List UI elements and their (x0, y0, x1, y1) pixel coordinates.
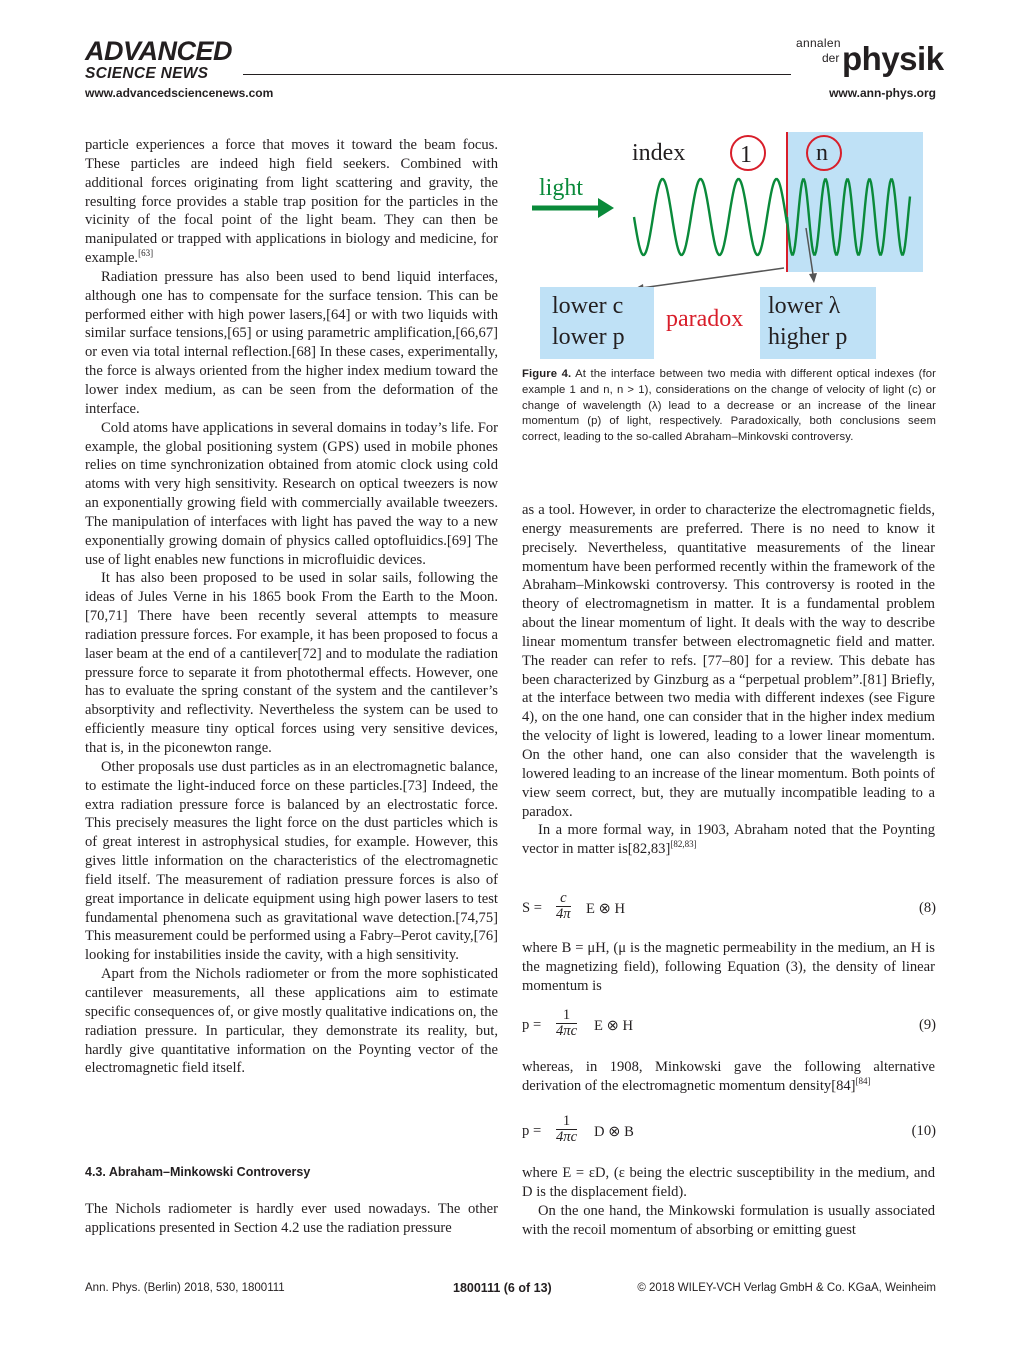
equation-rhs: E ⊗ H (594, 1018, 633, 1034)
publisher-logo (85, 38, 232, 82)
section-heading: 4.3. Abraham–Minkowski Controversy (85, 1165, 311, 1179)
medium-n-label: n (816, 140, 828, 166)
equation-number: (10) (911, 1123, 936, 1139)
journal-line1: annalen (796, 36, 841, 50)
header-rule (243, 74, 791, 75)
logo-line2: SCIENCE NEWS (85, 65, 209, 82)
light-label: light (539, 175, 584, 201)
right-box-line1: lower λ (768, 293, 841, 319)
journal-url[interactable]: www.ann-phys.org (829, 86, 936, 100)
left-column (85, 136, 498, 1078)
equation-lhs: S = (522, 900, 542, 916)
paragraph: particle experiences a force that moves it toward the beam focus. These particles are indeed high field seekers. Combined with additional forces originating from light scattering and gravity, the resulting force provides a stable trap position for the particles in the vicinity of the focal point of the light beam. They can then be manipulated or trapped with applications in biology and medicine, for example.[63] (85, 137, 498, 267)
footer-citation: Ann. Phys. (Berlin) 2018, 530, 1800111 (85, 1282, 285, 1294)
caption-text: At the interface between two media with different optical indexes (for example 1 and n, n > 1), considerations on the change of velocity of light (c) or change of wavelength (λ) lead to a decrease or an increase of the linear momentum (p) of light, respectively. Paradoxically, both conclusions seem correct, leading to the so-called Abraham–Minkovski controversy. (522, 368, 936, 444)
paragraph: Radiation pressure has also been used to bend liquid interfaces, although one has to compensate for the surface tension. This can be performed either with high power lasers,[64] or with two liquids with similar surface tensions,[65] or using parametric amplification,[66,67] or even via total internal reflection.[68] In these cases, experimentally, the force is always oriented from the higher index medium toward the lower index medium, as can be seen from the deformation of the interface. (85, 268, 498, 417)
paradox-label: paradox (666, 306, 744, 332)
equation-number: (9) (918, 1017, 936, 1033)
journal-line2: der (822, 51, 840, 65)
footer-copyright: © 2018 WILEY-VCH Verlag GmbH & Co. KGaA, Weinheim (637, 1282, 936, 1294)
caption-label: Figure 4. (522, 368, 572, 380)
journal-name: physik (842, 40, 944, 77)
medium-1-label: 1 (740, 142, 752, 168)
paragraph: It has also been proposed to be used in solar sails, following the ideas of Jules Verne in his 1865 book From the Earth to the Moon.[70,71] There have been recently several attempts to measure radiation pressure forces. For example, it has been proposed to focus a laser beam at the end of a cantilever[72] and to modulate the radiation pressure force to separate it from photothermal effects. However, one has to evaluate the spring constant of the system and the cantilever’s absorptivity and reflectivity. Nevertheless the system can be used to efficiently measure tiny optical forces using very sensitive devices, that is, in the piconewton range. (85, 570, 498, 756)
arrow-to-left-box (634, 268, 784, 289)
figure-caption (522, 367, 936, 446)
equation-9 (522, 1008, 936, 1044)
paragraph: as a tool. However, in order to characterize the electromagnetic fields, energy measurements are preferred. There is no need to know it precisely. Nevertheless, quantitative measurements of the linear momentum have been performed recently within the framework of the Abraham–Minkowski controversy. This controversy is rooted in the theory of electromagnetism in matter. It is a fundamental problem about the linear momentum of light. It deals with the way to describe linear momentum transfer between electromagnetic field and matter. The reader can refer to refs. [77–80] for a review. This debate has been characterized by Ginzburg as a “perpetual problem”.[81] Briefly, at the interface between two media with different indexes (see Figure 4), on the one hand, one can consider that in the higher index medium the velocity of light is lowered, leading to a lower linear momentum. On the other hand, one can also consider that the wavelength is lowered leading to an increase of the linear momentum. Both points of view seem correct, but, they are mutually incompatible leading to a paradox. (522, 502, 935, 820)
paragraph: where E = εD, (ε being the electric susceptibility in the medium, and D is the displacement field). On the one hand, the Minkowski formulation is usually associated with the recoil momentum of absorbing or emitting guest (522, 1165, 935, 1238)
left-box-line1: lower c (552, 293, 624, 319)
section-paragraph: The Nichols radiometer is hardly ever used nowadays. The other applications presented in Section 4.2 use the radiation pressure (85, 1201, 498, 1236)
equation-fraction: $\frac{1}{4\pi c}$ (556, 1113, 578, 1145)
footer-page: 1800111 (6 of 13) (453, 1281, 552, 1295)
right-column (522, 501, 935, 859)
paragraph: Apart from the Nichols radiometer or from the more sophisticated cantilever measurements, all these applications aim to estimate specific consequences of, or give mostly qualitative indications on, the radiation pressure. In particular, they demonstrate its reality, but, hardly give quantitative information on the Poynting vector of the electromagnetic field itself. (85, 966, 498, 1077)
equation-number: (8) (918, 900, 936, 916)
publisher-url[interactable]: www.advancedsciencenews.com (85, 86, 274, 100)
arrow-head-right (809, 273, 817, 283)
figure-4-diagram (522, 132, 936, 364)
logo-line1: ADVANCED (85, 36, 233, 66)
index-label: index (632, 140, 686, 166)
journal-logo (796, 34, 944, 80)
paragraph: In a more formal way, in 1903, Abraham noted that the Poynting vector in matter is[82,83][82,83] (522, 822, 935, 858)
light-arrow-head (598, 198, 614, 218)
equation-lhs: p = (522, 1017, 542, 1033)
equation-fraction: $\frac{c}{4\pi}$ (556, 890, 571, 922)
paragraph: Cold atoms have applications in several domains in today’s life. For example, the global positioning system (GPS) used in mobile phones relies on time synchronization obtained from atomic clock using cold atoms with very high sensitivity. Research on optical tweezers is now an exponentially growing field with commercially available tweezers. The manipulation of interfaces with light has paved the way to a new exponentially growing domain of physics called optofluidics.[69] The use of light enables new functions in microfluidic devices. (85, 419, 498, 568)
paragraph: where B = μH, (μ is the magnetic permeability in the medium, an H is the magnetizing field), following Equation (3), the density of linear momentum is (522, 940, 935, 994)
left-box-line2: lower p (552, 324, 625, 350)
right-box-line2: higher p (768, 324, 848, 350)
equation-8 (522, 891, 936, 927)
paragraph: whereas, in 1908, Minkowski gave the following alternative derivation of the electromagnetic momentum density[84][84] (522, 1059, 935, 1094)
paragraph: Other proposals use dust particles as in an electromagnetic balance, to estimate the light-induced force on these particles.[73] Indeed, the extra radiation pressure force is balanced by an electrostatic force. This precisely measures the light force on the dust particles which is of great interest in astrophysical studies, for example. However, this gives little information on the characteristics of the electromagnetic field itself. The measurement of radiation pressure forces is also of great importance in delicate equipment using high power lasers to test fundamental phenomena such as gravitational wave detection.[74,75] This measurement could be performed using a Fabry–Perot cavity,[76] looking for instabilities inside the cavity, with a high sensitivity. (85, 758, 498, 964)
equation-rhs: D ⊗ B (594, 1124, 634, 1140)
equation-lhs: p = (522, 1123, 542, 1139)
equation-fraction: $\frac{1}{4\pi c}$ (556, 1007, 578, 1039)
equation-10 (522, 1114, 936, 1150)
equation-rhs: E ⊗ H (586, 901, 625, 917)
